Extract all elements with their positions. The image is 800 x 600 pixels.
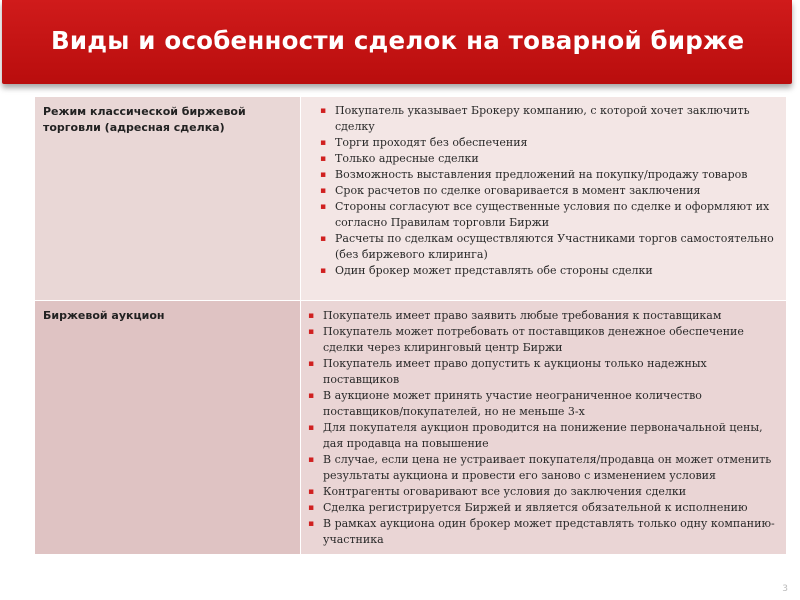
- list-item: ▪ Покупатель имеет право заявить любые требования к поставщикам: [308, 309, 722, 322]
- row-label: Биржевой аукцион: [35, 301, 301, 555]
- bullet-icon: ▪: [320, 138, 327, 148]
- bullet-icon: ▪: [308, 423, 315, 433]
- page-number: 3: [782, 584, 788, 594]
- list-item: ▪ Стороны согласуют все существенные условия по сделке и оформляют их согласно Правилам торговли Биржи: [320, 200, 770, 229]
- bullet-icon: ▪: [308, 391, 315, 401]
- bullet-icon: ▪: [308, 359, 315, 369]
- bullet-list: [301, 103, 780, 279]
- list-item: ▪ Только адресные сделки: [320, 152, 479, 165]
- list-item: ▪ Покупатель указывает Брокеру компанию, с которой хочет заключить сделку: [320, 104, 750, 133]
- bullet-icon: ▪: [308, 503, 315, 513]
- list-item: ▪ Расчеты по сделкам осуществляются Участниками торгов самостоятельно (без биржевого клиринга): [320, 232, 774, 261]
- bullet-icon: ▪: [320, 202, 327, 212]
- row-content: [301, 301, 787, 555]
- bullet-icon: ▪: [308, 519, 315, 529]
- list-item: ▪ В случае, если цена не устраивает покупателя/продавца он может отменить результаты аукциона и провести его заново с изменением условия: [308, 453, 772, 482]
- list-item: ▪ Для покупателя аукцион проводится на понижение первоначальной цены, дая продавца на повышение: [308, 421, 763, 450]
- bullet-icon: ▪: [320, 106, 327, 116]
- bullet-icon: ▪: [320, 266, 327, 276]
- row-label: Режим классической биржевой торговли (адресная сделка): [35, 97, 301, 301]
- title-bar: [2, 0, 792, 84]
- list-item: ▪ Срок расчетов по сделке оговаривается в момент заключения: [320, 184, 701, 197]
- bullet-list: [301, 308, 780, 548]
- bullet-icon: ▪: [320, 186, 327, 196]
- list-item: ▪ Контрагенты оговаривают все условия до заключения сделки: [308, 485, 687, 498]
- list-item: ▪ Покупатель имеет право допустить к аукционы только надежных поставщиков: [308, 357, 707, 386]
- list-item: ▪ Сделка регистрируется Биржей и является обязательной к исполнению: [308, 501, 748, 514]
- bullet-icon: ▪: [308, 487, 315, 497]
- list-item: ▪ Возможность выставления предложений на покупку/продажу товаров: [320, 168, 748, 181]
- list-item: ▪ В аукционе может принять участие неограниченное количество поставщиков/покупателей, но не меньше 3-х: [308, 389, 702, 418]
- table-row: [35, 301, 787, 555]
- deal-types-table: [34, 96, 787, 555]
- bullet-icon: ▪: [308, 311, 315, 321]
- list-item: ▪ Один брокер может представлять обе стороны сделки: [320, 264, 653, 277]
- slide-title: Виды и особенности сделок на товарной бирже: [51, 26, 745, 55]
- table-row: [35, 97, 787, 301]
- bullet-icon: ▪: [320, 170, 327, 180]
- bullet-icon: ▪: [308, 455, 315, 465]
- list-item: ▪ В рамках аукциона один брокер может представлять только одну компанию-участника: [308, 517, 775, 546]
- row-content: [301, 97, 787, 301]
- bullet-icon: ▪: [320, 234, 327, 244]
- bullet-icon: ▪: [308, 327, 315, 337]
- bullet-icon: ▪: [320, 154, 327, 164]
- list-item: ▪ Покупатель может потребовать от поставщиков денежное обеспечение сделки через клиринговый центр Биржи: [308, 325, 744, 354]
- list-item: ▪ Торги проходят без обеспечения: [320, 136, 528, 149]
